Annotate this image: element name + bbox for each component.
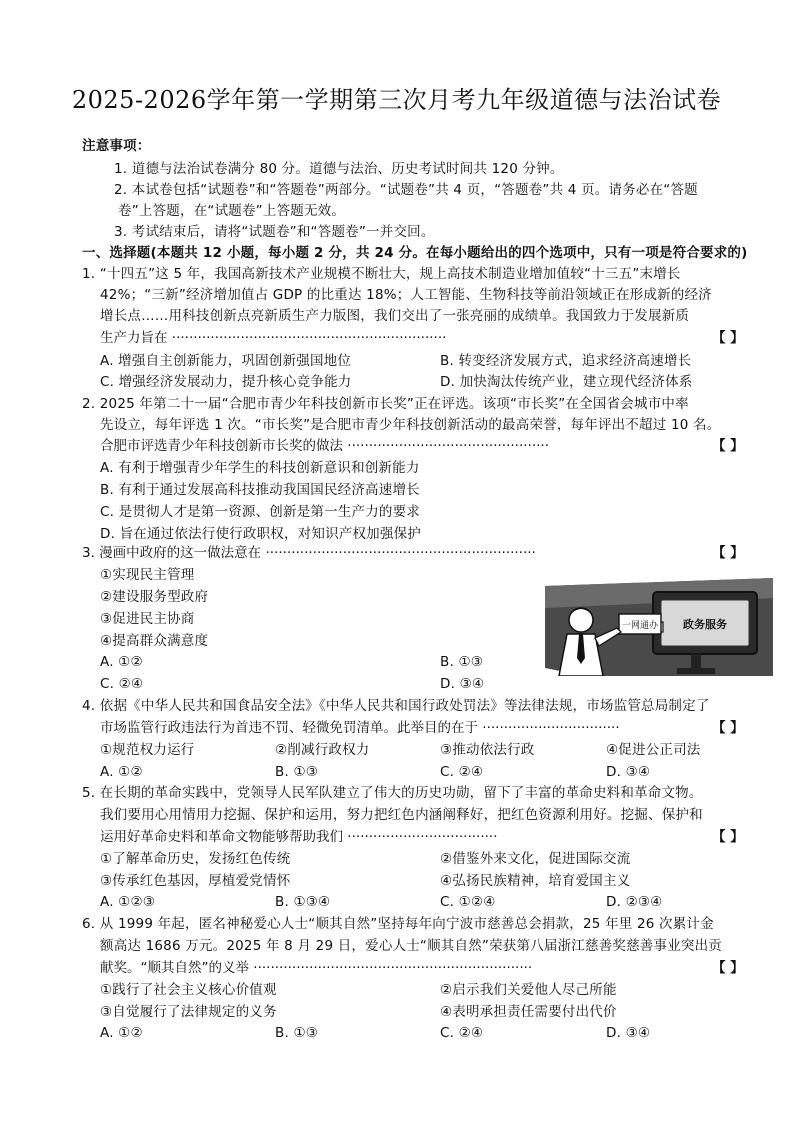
q2-stem-line-3: 合肥市评选青少年科技创新市长奖的做法 ···············································	[100, 438, 549, 454]
q3-answer-bracket: 【 】	[712, 545, 744, 561]
q2-option-c: C. 是贯彻人才是第一资源、创新是第一生产力的要求	[100, 504, 421, 520]
screen-text: 政务服务	[683, 618, 727, 631]
q6-answer-bracket: 【 】	[712, 960, 744, 976]
q6-option-c: C. ②④	[440, 1025, 484, 1041]
q2-stem-line-1: 2. 2025 年第二十一届“合肥市青少年科技创新市长奖”正在评选。该项“市长奖”在全国省会城市中率	[82, 396, 689, 412]
q6-statement-1: ①践行了社会主义核心价值观	[100, 982, 277, 998]
q5-option-c: C. ①②④	[440, 894, 496, 910]
exam-title: 2025-2026学年第一学期第三次月考九年级道德与法治试卷	[71, 86, 722, 114]
q4-stem-line-2: 市场监管行政违法行为首违不罚、轻微免罚清单。此举目的在于 ································	[100, 720, 620, 736]
q2-answer-bracket: 【 】	[712, 438, 744, 454]
q4-statement-1: ①规范权力运行	[100, 742, 195, 758]
q3-statement-4: ④提高群众满意度	[100, 633, 209, 649]
q2-option-a: A. 有利于增强青少年学生的科技创新意识和创新能力	[100, 460, 420, 476]
q6-statement-3: ③自觉履行了法律规定的义务	[100, 1004, 277, 1020]
q6-stem-line-2: 额高达 1686 万元。2025 年 8 月 29 日，爱心人士“顺其自然”荣获第八届浙江慈善奖慈善事业突出贡	[100, 938, 723, 954]
monitor-stand	[691, 654, 701, 670]
q6-option-d: D. ③④	[606, 1025, 651, 1041]
q5-stem-line-1: 5. 在长期的革命实践中，党领导人民军队建立了伟大的历史功勋，留下了丰富的革命史料和革命文物。	[82, 785, 703, 801]
notice-item-3: 3. 考试结束后，请将“试题卷”和“答题卷”一并交回。	[114, 224, 435, 240]
q5-answer-bracket: 【 】	[712, 829, 744, 845]
government-service-cartoon	[545, 578, 773, 676]
q4-option-c: C. ②④	[440, 764, 484, 780]
notice-heading: 注意事项：	[82, 138, 151, 154]
sign-text: 一网通办	[621, 621, 659, 631]
q5-option-b: B. ①③④	[275, 894, 331, 910]
q1-answer-bracket: 【 】	[712, 330, 744, 346]
q1-stem-line-1: 1. “十四五”这 5 年，我国高新技术产业规模不断壮大，规上高技术制造业增加值较“十三五”末增长	[82, 266, 681, 282]
q5-statement-2: ②借鉴外来文化，促进国际交流	[440, 851, 631, 867]
q5-option-a: A. ①②③	[100, 894, 156, 910]
q1-stem-line-4: 生产力旨在 ································································	[100, 330, 447, 346]
q3-stem: 3. 漫画中政府的这一做法意在 ·······························································	[82, 545, 536, 561]
q6-option-b: B. ①③	[275, 1025, 319, 1041]
q5-statement-3: ③传承红色基因，厚植爱党情怀	[100, 873, 291, 889]
notice-item-1: 1. 道德与法治试卷满分 80 分。道德与法治、历史考试时间共 120 分钟。	[114, 161, 564, 177]
q3-statement-2: ②建设服务型政府	[100, 589, 209, 605]
q4-option-a: A. ①②	[100, 764, 143, 780]
q4-stem-line-1: 4. 依据《中华人民共和国食品安全法》《中华人民共和国行政处罚法》等法律法规，市场监管总局制定了	[82, 698, 710, 714]
q6-option-a: A. ①②	[100, 1025, 143, 1041]
q4-statement-4: ④促进公正司法	[606, 742, 701, 758]
q2-option-b: B. 有利于通过发展高科技推动我国国民经济高速增长	[100, 482, 420, 498]
q1-stem-line-2: 42%；“三新”经济增加值占 GDP 的比重达 18%；人工智能、生物科技等前沿领域正在形成新的经济	[100, 287, 712, 303]
q2-stem-line-2: 先设立，每年评选 1 次。“市长奖”是合肥市青少年科技创新活动的最高荣誉，每年评出不超过 10 名。	[100, 417, 721, 433]
q6-statement-4: ④表明承担责任需要付出代价	[440, 1004, 617, 1020]
q3-statement-1: ①实现民主管理	[100, 567, 195, 583]
q6-stem-line-3: 献奖。“顺其自然”的义举 ·································································	[100, 960, 533, 976]
notice-item-2-cont: 卷”上答题，在“试题卷”上答题无效。	[118, 203, 346, 219]
notice-item-2: 2. 本试卷包括“试题卷”和“答题卷”两部分。“试题卷”共 4 页，“答题卷”共 4 页。请务必在“答题	[114, 182, 698, 198]
q3-option-d: D. ③④	[440, 676, 485, 692]
q1-option-b: B. 转变经济发展方式，追求经济高速增长	[440, 353, 692, 369]
q1-option-a: A. 增强自主创新能力，巩固创新强国地位	[100, 353, 352, 369]
q5-stem-line-3: 运用好革命史料和革命文物能够帮助我们 ···································	[100, 829, 498, 845]
q3-option-c: C. ②④	[100, 676, 144, 692]
q3-statement-3: ③促进民主协商	[100, 611, 195, 627]
q4-option-d: D. ③④	[606, 764, 651, 780]
q4-statement-3: ③推动依法行政	[440, 742, 535, 758]
q3-option-a: A. ①②	[100, 654, 143, 670]
q1-stem-line-3: 增长点……用科技创新点亮新质生产力版图，我们交出了一张亮丽的成绩单。我国致力于发展新质	[100, 308, 690, 324]
q3-option-b: B. ①③	[440, 654, 484, 670]
q2-option-d: D. 旨在通过依法行使行政职权，对知识产权加强保护	[100, 526, 421, 542]
q4-statement-2: ②削减行政权力	[275, 742, 370, 758]
q6-statement-2: ②启示我们关爱他人尽己所能	[440, 982, 617, 998]
q1-option-c: C. 增强经济发展动力，提升核心竞争能力	[100, 374, 352, 390]
q5-stem-line-2: 我们要用心用情用力挖掘、保护和运用，努力把红色内涵阐释好，把红色资源利用好。挖掘、保护和	[100, 807, 703, 823]
q4-answer-bracket: 【 】	[712, 720, 744, 736]
section-choice-heading: 一、选择题(本题共 12 小题，每小题 2 分，共 24 分。在每小题给出的四个选项中，只有一项是符合要求的)	[82, 245, 748, 261]
q5-option-d: D. ②③④	[606, 894, 663, 910]
q1-option-d: D. 加快淘汰传统产业，建立现代经济体系	[440, 374, 693, 390]
q6-stem-line-1: 6. 从 1999 年起，匿名神秘爱心人士“顺其自然”坚持每年向宁波市慈善总会捐款，25 年里 26 次累计金	[82, 916, 714, 932]
q4-option-b: B. ①③	[275, 764, 319, 780]
q5-statement-1: ①了解革命历史，发扬红色传统	[100, 851, 291, 867]
q5-statement-4: ④弘扬民族精神，培育爱国主义	[440, 873, 631, 889]
